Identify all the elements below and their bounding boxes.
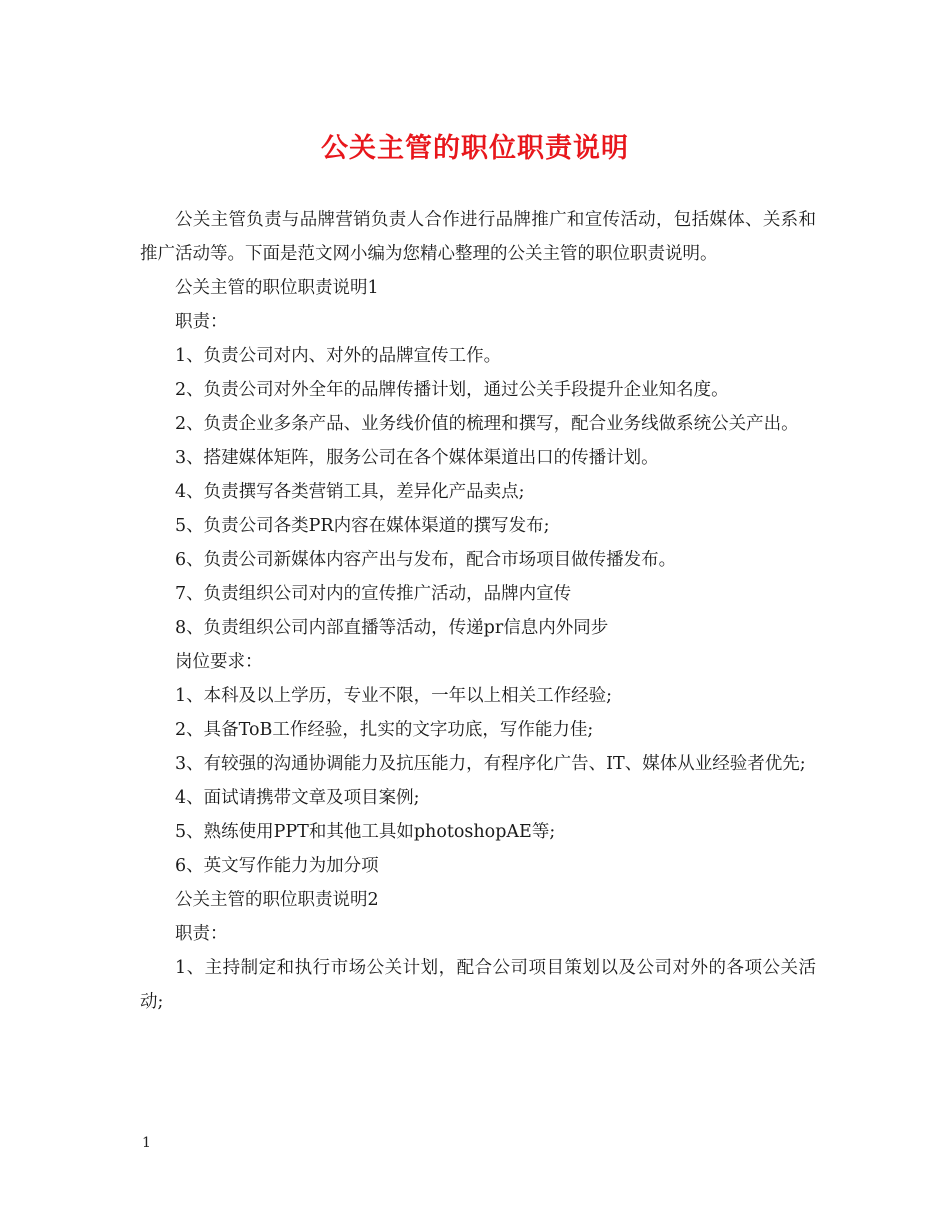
- list-item: 3、搭建媒体矩阵，服务公司在各个媒体渠道出口的传播计划。: [175, 448, 659, 468]
- subsection-label: 职责：: [175, 924, 228, 944]
- section-heading: 公关主管的职位职责说明2: [175, 890, 379, 910]
- list-item: 1、负责公司对内、对外的品牌宣传工作。: [175, 346, 502, 366]
- list-item: 3、有较强的沟通协调能力及抗压能力，有程序化广告、IT、媒体从业经验者优先;: [175, 754, 806, 774]
- list-item: 5、熟练使用PPT和其他工具如photoshopAE等;: [175, 822, 556, 842]
- list-item: 2、具备ToB工作经验，扎实的文字功底，写作能力佳;: [175, 720, 594, 740]
- document-body: [140, 203, 816, 1019]
- list-item: 6、英文写作能力为加分项: [175, 856, 379, 876]
- page-number: 1: [142, 1135, 151, 1151]
- list-item: 5、负责公司各类PR内容在媒体渠道的撰写发布;: [175, 516, 550, 536]
- list-item: 4、面试请携带文章及项目案例;: [175, 788, 420, 808]
- list-item: 2、负责企业多条产品、业务线价值的梳理和撰写，配合业务线做系统公关产出。: [175, 414, 799, 434]
- list-item: 4、负责撰写各类营销工具，差异化产品卖点;: [175, 482, 525, 502]
- section-heading: 公关主管的职位职责说明1: [175, 278, 379, 298]
- list-item: 1、本科及以上学历，专业不限，一年以上相关工作经验;: [175, 686, 613, 706]
- list-item: 1、主持制定和执行市场公关计划，配合公司项目策划以及公司对外的各项公关活动;: [140, 958, 816, 1012]
- intro-paragraph: 公关主管负责与品牌营销负责人合作进行品牌推广和宣传活动，包括媒体、关系和推广活动等。下面是范文网小编为您精心整理的公关主管的职位职责说明。: [140, 210, 816, 264]
- list-item: 2、负责公司对外全年的品牌传播计划，通过公关手段提升企业知名度。: [175, 380, 729, 400]
- list-item: 8、负责组织公司内部直播等活动，传递pr信息内外同步: [175, 618, 609, 638]
- document-title: 公关主管的职位职责说明: [321, 133, 629, 164]
- subsection-label: 岗位要求：: [175, 652, 263, 672]
- list-item: 6、负责公司新媒体内容产出与发布，配合市场项目做传播发布。: [175, 550, 677, 570]
- subsection-label: 职责：: [175, 312, 228, 332]
- list-item: 7、负责组织公司对内的宣传推广活动，品牌内宣传: [175, 584, 572, 604]
